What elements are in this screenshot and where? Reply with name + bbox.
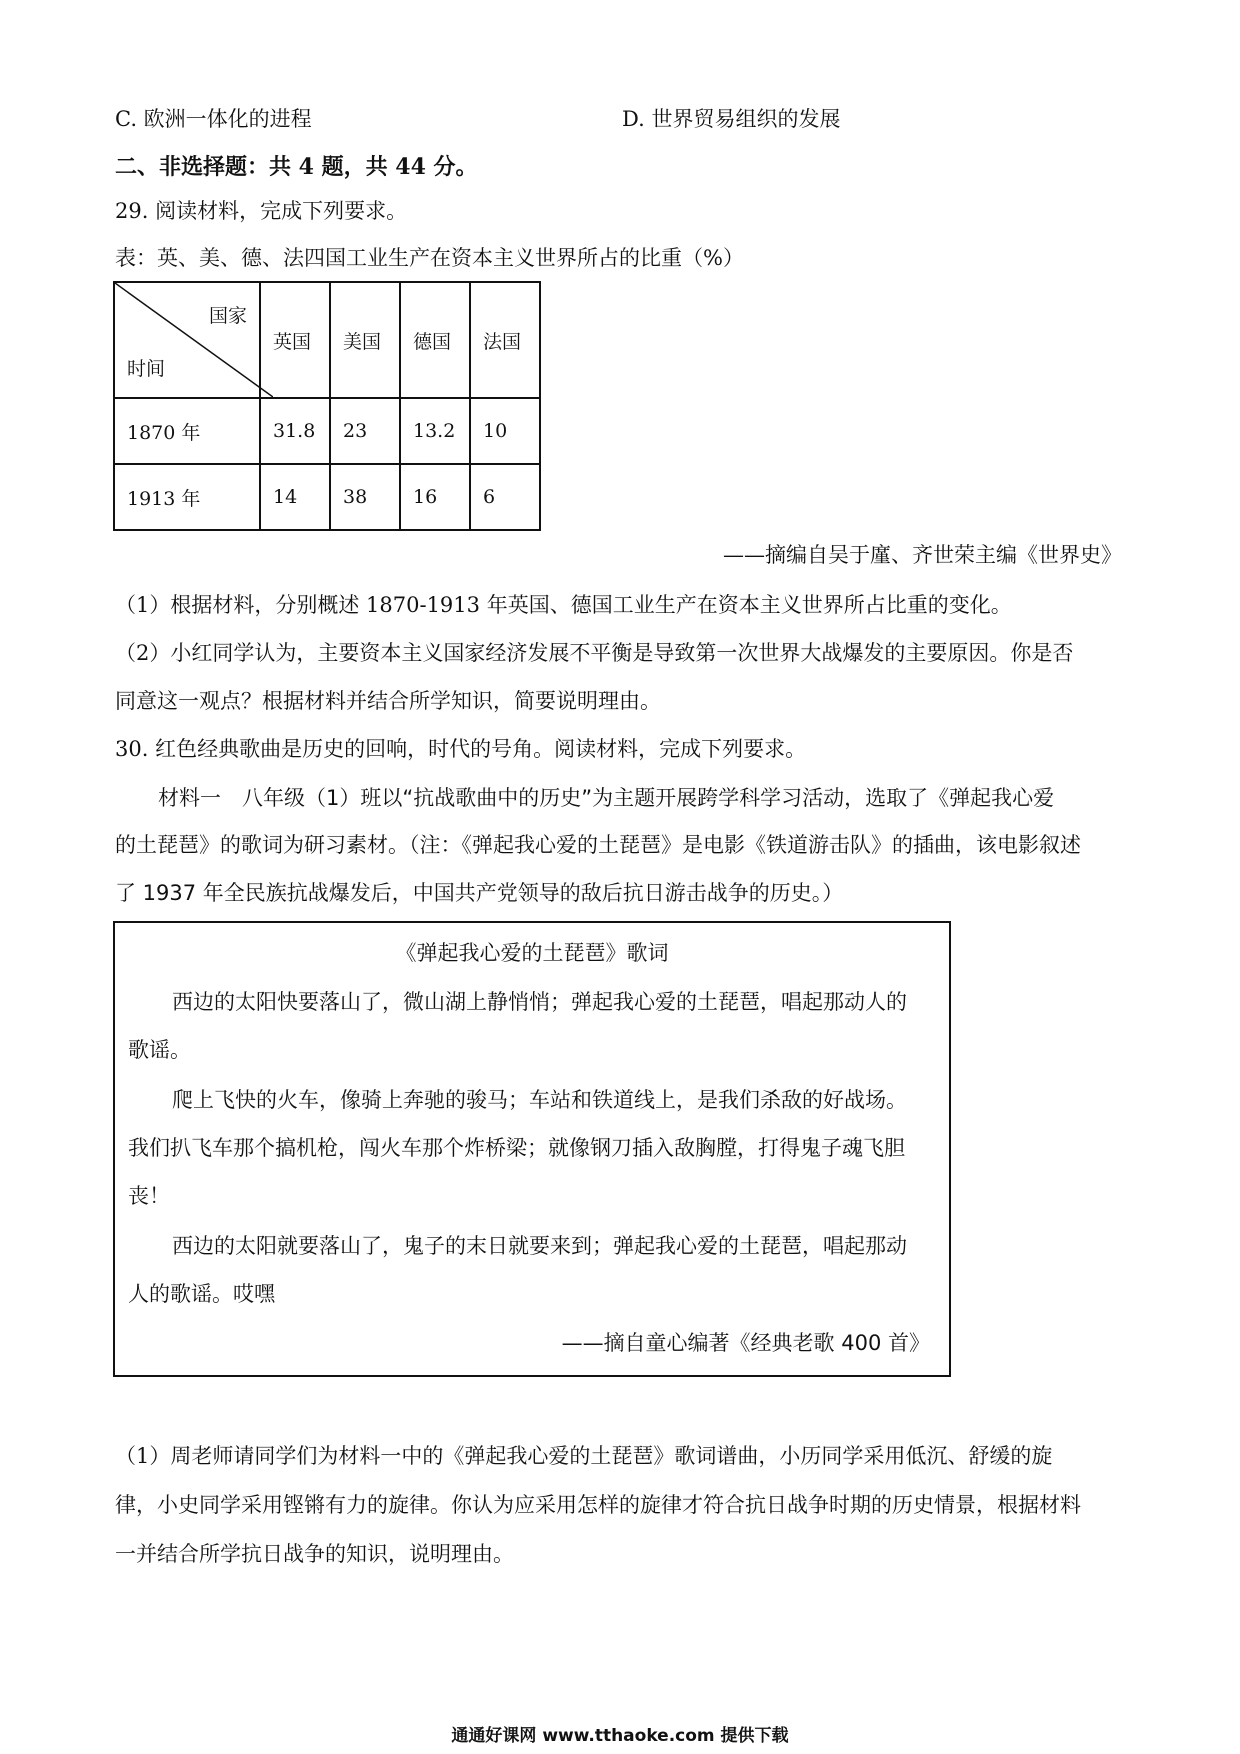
header-cell: 德国 [400,282,470,398]
q30-material-line2: 的土琵琶》的歌词为研习素材。（注：《弹起我心爱的土琵琶》是电影《铁道游击队》的插曲，该电影叙述 [115,833,1081,857]
lyrics-line: 人的歌谣。哎嘿 [128,1282,275,1306]
q30-sub1-line1: （1）周老师请同学们为材料一中的《弹起我心爱的土琵琶》歌词谱曲，小历同学采用低沉、舒缓的旋 [115,1444,1053,1468]
page-footer: 通通好课网 www.tthaoke.com 提供下载 [451,1726,789,1746]
q29-table-caption: 表：英、美、德、法四国工业生产在资本主义世界所占的比重（%） [115,246,744,270]
lyrics-line: 我们扒飞车那个搞机枪，闯火车那个炸桥梁；就像钢刀插入敌胸膛，打得鬼子魂飞胆 [128,1136,905,1160]
value-cell: 10 [470,398,540,464]
q30-material-line3: 了 1937 年全民族抗战爆发后，中国共产党领导的敌后抗日游击战争的历史。） [115,881,844,905]
q29-source: ——摘编自吴于廑、齐世荣主编《世界史》 [723,543,1122,567]
lyrics-line: 歌谣。 [128,1038,191,1062]
industry-share-table [113,281,541,531]
table-row [114,398,540,464]
value-cell: 31.8 [260,398,330,464]
q29-stem: 29. 阅读材料，完成下列要求。 [115,199,408,223]
q30-stem: 30. 红色经典歌曲是历史的回响，时代的号角。阅读材料，完成下列要求。 [115,737,807,761]
corner-label-time: 时间 [127,358,166,380]
q30-sub1-line2: 律，小史同学采用铿锵有力的旋律。你认为应采用怎样的旋律才符合抗日战争时期的历史情景，根据材料 [115,1493,1081,1517]
option-d: D. 世界贸易组织的发展 [622,107,841,131]
lyrics-source: ——摘自童心编著《经典老歌 400 首》 [561,1331,930,1355]
header-cell: 法国 [470,282,540,398]
table-corner-cell [114,282,260,398]
option-c: C. 欧洲一体化的进程 [115,107,312,131]
header-cell: 英国 [260,282,330,398]
value-cell: 16 [400,464,470,530]
header-cell: 美国 [330,282,400,398]
corner-label-country: 国家 [208,305,247,327]
section-title: 二、非选择题：共 4 题，共 44 分。 [115,154,478,180]
value-cell: 14 [260,464,330,530]
lyrics-line: 爬上飞快的火车，像骑上奔驰的骏马；车站和铁道线上，是我们杀敌的好战场。 [172,1088,907,1112]
value-cell: 38 [330,464,400,530]
q29-sub2-line1: （2）小红同学认为，主要资本主义国家经济发展不平衡是导致第一次世界大战爆发的主要原因。你是否 [115,641,1074,665]
table-row [114,464,540,530]
q29-sub1: （1）根据材料，分别概述 1870-1913 年英国、德国工业生产在资本主义世界所占比重的变化。 [115,593,1012,617]
lyrics-line: 西边的太阳快要落山了，微山湖上静悄悄；弹起我心爱的土琵琶，唱起那动人的 [172,990,907,1014]
year-cell: 1870 年 [114,398,260,464]
q30-sub1-line3: 一并结合所学抗日战争的知识，说明理由。 [115,1542,514,1566]
year-cell: 1913 年 [114,464,260,530]
lyrics-title: 《弹起我心爱的土琵琶》歌词 [395,941,669,965]
value-cell: 6 [470,464,540,530]
q29-sub2-line2: 同意这一观点？根据材料并结合所学知识，简要说明理由。 [115,689,661,713]
lyrics-line: 丧！ [128,1184,170,1208]
value-cell: 23 [330,398,400,464]
value-cell: 13.2 [400,398,470,464]
lyrics-line: 西边的太阳就要落山了，鬼子的末日就要来到；弹起我心爱的土琵琶，唱起那动 [172,1234,907,1258]
q30-material-line1: 材料一 八年级（1）班以“抗战歌曲中的历史”为主题开展跨学科学习活动，选取了《弹起我心爱 [158,786,1055,810]
